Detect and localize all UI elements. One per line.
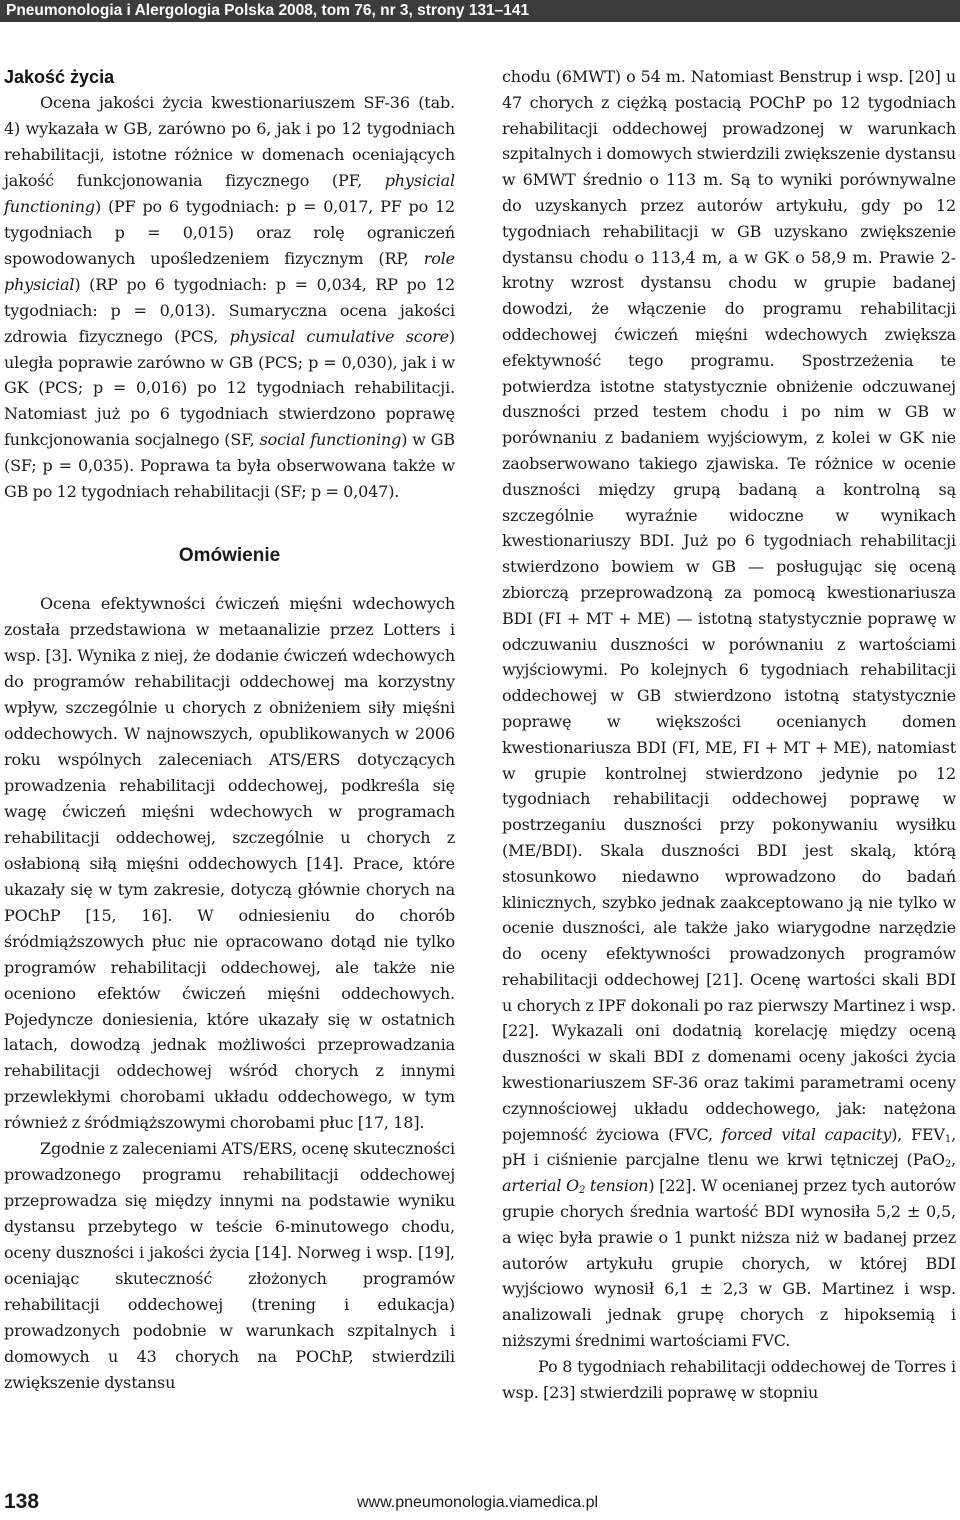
text-run: chodu (6MWT) o 54 m. Natomiast Benstrup i wsp. [20] u 47 chorych z ciężką postacią POChP po 12 tygodniach rehabilitacji oddechowej prowadzonej w warunkach szpitalnych i domowych stwierdzili zwiększenie dystansu w 6MWT średnio o 113 m. Są to wyniki porównywalne do uzyskanych przez autorów artykułu, gdy po 12 tygodniach rehabilitacji w GB uzyskano zwiększenie dystansu chodu o 113,4 m, a w GK o 58,9 m. Prawie 2-krotny wzrost dystansu chodu w grupie badanej dowodzi, że włączenie do programu rehabilitacji oddechowej ćwiczeń mięśni wdechowych zwiększa efektywność tego programu. Spostrzeżenia te potwierdza istotne statystycznie obniżenie odczuwanej duszności przed testem chodu i po nim w GB w porównaniu z badaniem wyjściowym, z kolei w GK nie zaobserwowano takiego zjawiska. Te różnice w ocenie duszności między grupą badaną a kontrolną są szczególnie wyraźnie widoczne w wynikach kwestionariuszy BDI. Już po 6 tygodniach rehabilitacji stwierdzono bowiem w GB — posługując się oceną zbiorczą przeprowadzoną za pomocą kwestionariusza BDI (FI + MT + ME) — istotną statystycznie poprawę w odczuwaniu duszności w porównaniu z wartościami wyjściowymi. Po kolejnych 6 tygodniach rehabilitacji oddechowej w GB stwierdzono istotną statystycznie poprawę w większości ocenianych domen kwestionariusza BDI (FI, ME, FI + MT + ME), natomiast w grupie kontrolnej stwierdzono jedynie po 12 tygodniach rehabilitacji oddechowej poprawę w postrzeganiu duszności przy pokonywaniu wysiłku (ME/BDI). Skala duszności BDI jest skalą, którą stosunkowo niedawno wprowadzono do badań klinicznych, szybko jednak zaakceptowano ją nie tylko w ocenie duszności, ale także jako wiarygodne narzędzie do oceny efektywności prowadzonych programów rehabilitacji oddechowej [21]. Ocenę wartości skali BDI u chorych z IPF dokonali po raz pierwszy Martinez i wsp. [22]. Wykazali oni dodatnią korelację między oceną duszności w skali BDI z domenami oceny jakości życia kwestionariuszem SF-36 oraz takimi parametrami oceny czynnościowej układu oddechowego, jak: natężona pojemność życiowa (FVC, bbox=[502, 67, 956, 1144]
subscript-text: 1 bbox=[944, 1133, 952, 1145]
page-number: 138 bbox=[4, 1490, 40, 1513]
paragraph-discussion-2 bbox=[4, 1136, 455, 1396]
footer-url: www.pneumonologia.viamedica.pl bbox=[357, 1494, 599, 1511]
text-run: ) w GB (SF; p = 0,035). Poprawa ta była obserwowana także w GB po 12 tygodniach rehabilitacji (SF; p = 0,047). bbox=[4, 430, 455, 502]
text-run: ) [22]. W ocenianej przez tych autorów grupie chorych średnia wartość BDI wynosiła 5,2 ± 0,5, a więc była prawie o 1 punkt niższa niż w badanej przez autorów artykułu grupie chorych, w której BDI wyjściowo wynosił 6,1 ± 2,3 w GB. Martinez i wsp. analizowali jednak grupę chorych z hipoksemią i niższymi średnimi wartościami FVC. bbox=[502, 1176, 956, 1351]
paragraph-discussion-1 bbox=[4, 591, 455, 1136]
page-footer bbox=[0, 1490, 960, 1520]
paragraph-qol-results bbox=[4, 90, 455, 505]
italic-text: tension bbox=[585, 1176, 649, 1196]
section-heading-discussion: Omówienie bbox=[178, 545, 281, 567]
text-run: , pH i ciśnienie parcjalne tlenu we krwi tętniczej (PaO bbox=[502, 1124, 956, 1170]
italic-text: physical cumulative score bbox=[229, 326, 449, 346]
text-run: ) (RP po 6 tygodniach: p = 0,034, RP po 12 tygodniach: p = 0,013). Sumaryczna ocena jakości zdrowia fizycznego (PCS, bbox=[4, 274, 455, 346]
left-column bbox=[4, 64, 455, 1396]
section-heading-quality-of-life: Jakość życia bbox=[4, 67, 115, 87]
text-run: Po 8 tygodniach rehabilitacji oddechowej de Torres i wsp. [23] stwierdzili poprawę w stopniu bbox=[502, 1356, 956, 1402]
text-run: Zgodnie z zaleceniami ATS/ERS, ocenę skuteczności prowadzonego programu rehabilitacji oddechowej przeprowadza się między innymi na podstawie wyniku dystansu przebytego w teście 6-minutowego chodu, oceny duszności i jakości życia [14]. Norweg i wsp. [19], oceniając skuteczność złożonych programów rehabilitacji oddechowej (trening i edukacja) prowadzonych podobnie w warunkach szpitalnych i domowych u 43 chorych na POChP, stwierdzili zwiększenie dystansu bbox=[4, 1139, 455, 1392]
right-column bbox=[502, 64, 956, 1405]
italic-text: forced vital capacity bbox=[721, 1124, 892, 1144]
subscript-text: 2 bbox=[578, 1185, 586, 1197]
journal-header: Pneumonologia i Alergologia Polska 2008, tom 76, nr 3, strony 131–141 bbox=[0, 0, 960, 22]
paragraph-discussion-3 bbox=[502, 64, 956, 1354]
italic-text: role physicial bbox=[4, 248, 455, 294]
text-run: , bbox=[951, 1150, 956, 1170]
subscript-text: 2 bbox=[944, 1159, 952, 1171]
paragraph-discussion-4 bbox=[502, 1354, 956, 1406]
text-run: ), FEV bbox=[891, 1124, 945, 1144]
italic-text: physicial functioning bbox=[4, 170, 455, 216]
italic-text: arterial O bbox=[502, 1176, 579, 1196]
text-run: ) (PF po 6 tygodniach: p = 0,017, PF po 12 tygodniach p = 0,015) oraz rolę ograniczeń spowodowanych upośledzeniem fizycznym (RP, bbox=[4, 196, 455, 268]
text-run: ) uległa poprawie zarówno w GB (PCS; p = 0,030), jak i w GK (PCS; p = 0,016) po 12 tygodniach rehabilitacji. Natomiast już po 6 tygodniach stwierdzono poprawę funkcjonowania socjalnego (SF, bbox=[4, 326, 455, 450]
text-run: Ocena jakości życia kwestionariuszem SF-36 (tab. 4) wykazała w GB, zarówno po 6, jak i po 12 tygodniach rehabilitacji, istotne różnice w domenach oceniających jakość funkcjonowania fizycznego (PF, bbox=[4, 93, 455, 190]
italic-text: social functioning bbox=[259, 430, 402, 450]
text-run: Ocena efektywności ćwiczeń mięśni wdechowych została przedstawiona w metaanalizie przez Lotters i wsp. [3]. Wynika z niej, że dodanie ćwiczeń wdechowych do programów rehabilitacji oddechowej ma korzystny wpływ, szczególnie u chorych z obniżeniem siły mięśni oddechowych. W najnowszych, opublikowanych w 2006 roku wspólnych zaleceniach ATS/ERS dotyczących prowadzenia rehabilitacji oddechowej, podkreśla się wagę ćwiczeń mięśni wdechowych w programach rehabilitacji oddechowej, szczególnie u chorych z osłabioną siłą mięśni oddechowych [14]. Prace, które ukazały się w tym zakresie, dotyczą głównie chorych na POChP [15, 16]. W odniesieniu do chorób śródmiąższowych płuc nie opracowano dotąd nie tylko programów rehabilitacji oddechowej, ale także nie oceniono efektów ćwiczeń mięśni oddechowych. Pojedyncze doniesienia, które ukazały się w ostatnich latach, dowodzą jednak możliwości przeprowadzania rehabilitacji oddechowej wśród chorych z innymi przewlekłymi chorobami układu oddechowego, w tym również z śródmiąższowymi chorobami płuc [17, 18]. bbox=[4, 594, 455, 1133]
